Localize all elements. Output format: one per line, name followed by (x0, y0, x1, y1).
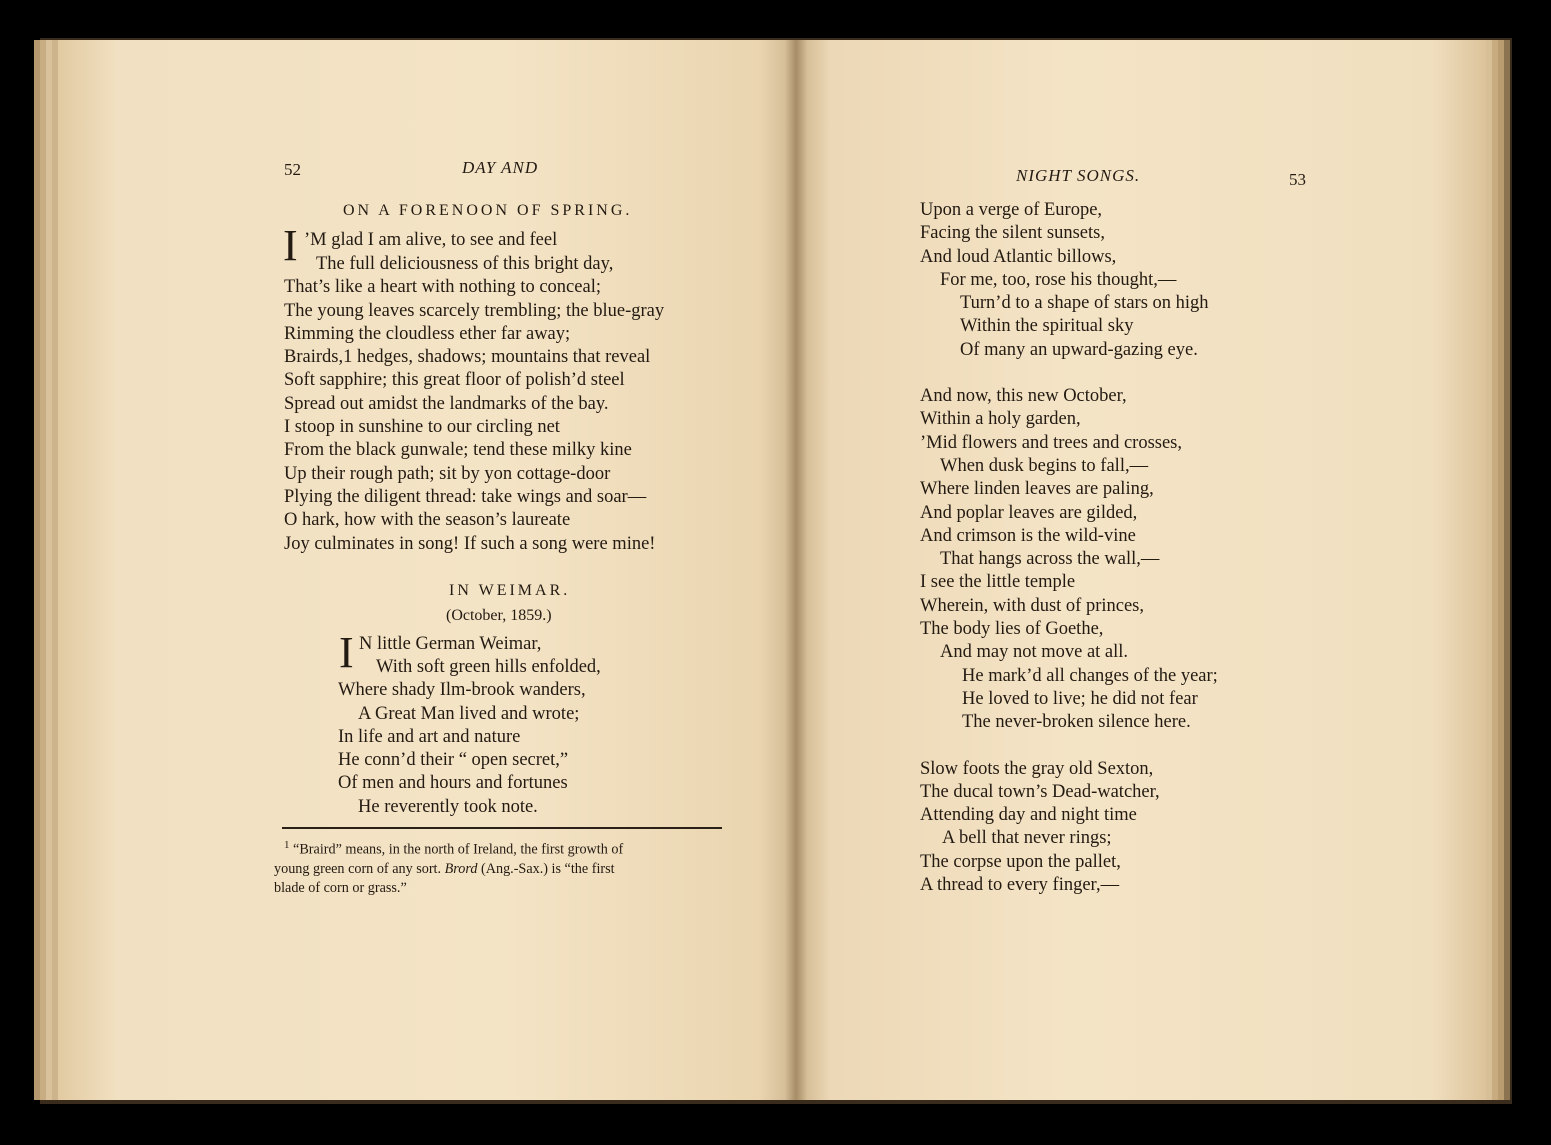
poem-line: N little German Weimar, (359, 634, 542, 654)
page-number-left: 52 (284, 160, 301, 179)
poem-line: Soft sapphire; this great floor of polish’d steel (284, 370, 625, 391)
poem-line: I see the little temple (920, 572, 1076, 593)
poem-line: Within the spiritual sky (960, 316, 1134, 337)
poem-line: The young leaves scarcely trembling; the blue-gray (284, 300, 665, 321)
poem-line: ’M glad I am alive, to see and feel (304, 230, 558, 250)
poem-line: When dusk begins to fall,— (940, 455, 1149, 476)
footnote-rule (282, 827, 722, 829)
poem-spring-body (284, 253, 664, 556)
poem-line: Plying the diligent thread: take wings and soar— (284, 486, 647, 507)
poem-title-weimar: IN WEIMAR. (449, 582, 571, 599)
poem-line: And may not move at all. (940, 642, 1129, 663)
poem-subtitle-weimar: (October, 1859.) (446, 607, 552, 624)
book-gutter (785, 40, 807, 1100)
footnote-italic-term: Brord (444, 860, 478, 877)
footnote-line: “Braird” means, in the north of Ireland, the first growth of (293, 841, 624, 858)
poem-line: Up their rough path; sit by yon cottage-door (284, 463, 611, 484)
footnote-marker: 1 (284, 839, 290, 851)
poem-line: With soft green hills enfolded, (376, 657, 601, 677)
poem-line: He conn’d their “ open secret,” (338, 750, 569, 771)
poem-line: And now, this new October, (920, 386, 1127, 407)
poem-line: He mark’d all changes of the year; (962, 665, 1218, 686)
poem-line: Where linden leaves are paling, (920, 479, 1154, 500)
poem-line: A Great Man lived and wrote; (358, 703, 580, 724)
poem-line: The full deliciousness of this bright day, (316, 254, 614, 274)
footnote-line: young green corn of any sort. (274, 860, 442, 877)
poem-line: ’Mid flowers and trees and crosses, (920, 432, 1183, 453)
poem-line: Slow foots the gray old Sexton, (920, 758, 1154, 779)
poem-line: Attending day and night time (920, 805, 1137, 826)
poem-line: Within a holy garden, (920, 409, 1081, 430)
poem-weimar-continued (920, 199, 1218, 897)
poem-line: Of men and hours and fortunes (338, 773, 568, 794)
poem-line: For me, too, rose his thought,— (940, 269, 1177, 290)
poem-line: I stoop in sunshine to our circling net (284, 417, 560, 438)
footnote-line: blade of corn or grass.” (274, 879, 407, 896)
drop-cap-weimar: I (339, 628, 354, 677)
poem-line: Upon a verge of Europe, (920, 200, 1103, 220)
running-head-right: NIGHT SONGS. (1016, 166, 1141, 185)
poem-line: And loud Atlantic billows, (920, 246, 1117, 267)
poem-line: And poplar leaves are gilded, (920, 502, 1138, 523)
poem-line: The body lies of Goethe, (920, 619, 1104, 640)
poem-line: He loved to live; he did not fear (962, 688, 1198, 709)
poem-line: The corpse upon the pallet, (920, 851, 1121, 872)
poem-line: Facing the silent sunsets, (920, 223, 1105, 244)
poem-line: He reverently took note. (358, 796, 538, 817)
running-head-left: DAY AND (462, 158, 539, 177)
footnote (274, 836, 624, 898)
poem-line: In life and art and nature (338, 726, 521, 747)
poem-line: Spread out amidst the landmarks of the bay. (284, 393, 609, 414)
page-number-right: 53 (1289, 170, 1306, 189)
poem-line: Brairds,1 hedges, shadows; mountains that reveal (284, 347, 651, 368)
poem-line: And crimson is the wild-vine (920, 525, 1136, 546)
poem-line: That’s like a heart with nothing to conceal; (284, 277, 601, 298)
poem-line: Wherein, with dust of princes, (920, 595, 1144, 616)
poem-line: O hark, how with the season’s laureate (284, 510, 571, 531)
poem-line: Of many an upward-gazing eye. (960, 339, 1198, 360)
poem-line: Where shady Ilm-brook wanders, (338, 680, 586, 701)
poem-line: A bell that never rings; (942, 828, 1112, 849)
poem-line: Rimming the cloudless ether far away; (284, 323, 571, 344)
footnote-line: (Ang.-Sax.) is “the first (481, 860, 615, 877)
left-page (58, 40, 796, 1100)
poem-line: From the black gunwale; tend these milky kine (284, 440, 632, 461)
poem-line: Joy culminates in song! If such a song were mine! (284, 533, 656, 554)
poem-line: The ducal town’s Dead-watcher, (920, 781, 1160, 802)
poem-title-spring: ON A FORENOON OF SPRING. (343, 202, 633, 219)
poem-line: A thread to every finger,— (920, 875, 1120, 896)
poem-line: Turn’d to a shape of stars on high (960, 293, 1209, 314)
drop-cap-spring: I (283, 221, 298, 270)
poem-line: That hangs across the wall,— (940, 549, 1160, 570)
poem-weimar-body (338, 656, 601, 819)
poem-line: The never-broken silence here. (962, 712, 1191, 733)
